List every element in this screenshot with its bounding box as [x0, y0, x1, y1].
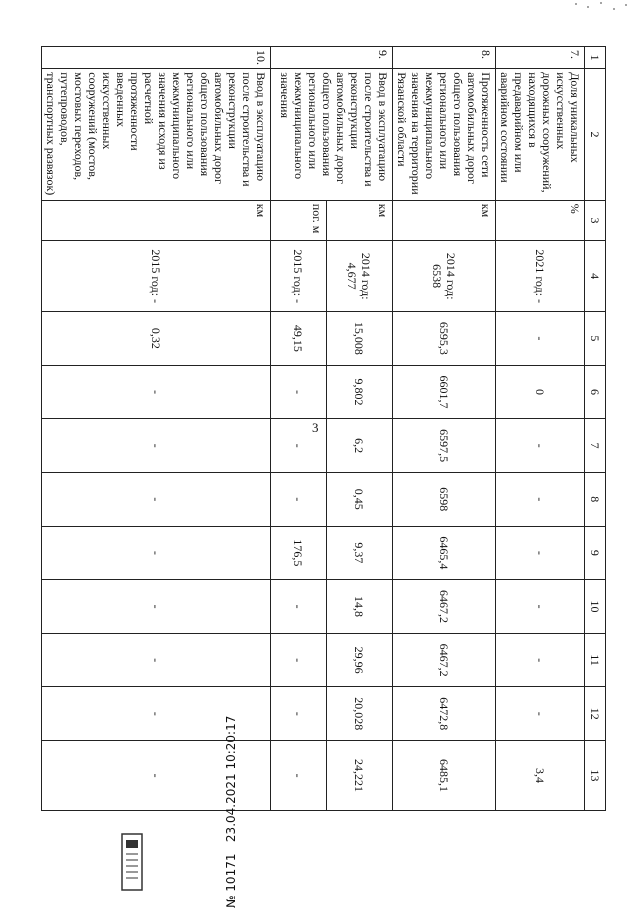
value-cell: - [271, 741, 327, 811]
col-header: 9 [585, 526, 606, 580]
value-cell: 0,45 [327, 472, 393, 526]
stamp-datetime: 23.04.2021 10:20:17 [224, 715, 238, 843]
value-cell: 0 [496, 365, 585, 419]
value-cell: 14,8 [327, 580, 393, 634]
value-cell: - [271, 687, 327, 741]
value-cell: 6595,3 [393, 312, 496, 366]
col-header: 8 [585, 472, 606, 526]
row-number: 8. [393, 47, 496, 69]
base-value-cell: 2015 год: - [271, 241, 327, 312]
col-header: 10 [585, 580, 606, 634]
base-value-cell: 2021 год: - [496, 241, 585, 312]
col-header: 3 [585, 200, 606, 240]
table-row [496, 47, 585, 811]
col-header: 4 [585, 241, 606, 312]
value-cell: 6467,2 [393, 633, 496, 687]
value-cell: - [271, 365, 327, 419]
base-value-cell: 2015 год: - [42, 241, 271, 312]
base-value-cell: 2014 год: 4,677 [327, 241, 393, 312]
value-cell: 6597,5 [393, 419, 496, 473]
table-row [393, 47, 496, 811]
row-number: 9. [271, 47, 393, 69]
row-number: 7. [496, 47, 585, 69]
table-row [327, 47, 393, 811]
value-cell: - [271, 419, 327, 473]
col-header: 6 [585, 365, 606, 419]
value-cell: 49,15 [271, 312, 327, 366]
value-cell: 6485,1 [393, 741, 496, 811]
value-cell: - [496, 526, 585, 580]
value-cell: - [496, 580, 585, 634]
value-cell: 6,2 [327, 419, 393, 473]
value-cell: 176,5 [271, 526, 327, 580]
value-cell: - [496, 472, 585, 526]
value-cell: - [42, 580, 271, 634]
col-header: 1 [585, 47, 606, 69]
official-stamp-icon [120, 832, 144, 892]
value-cell: 6598 [393, 472, 496, 526]
value-cell: - [42, 526, 271, 580]
stamp-text [224, 622, 238, 908]
value-cell: 15,008 [327, 312, 393, 366]
col-header: 7 [585, 419, 606, 473]
value-cell: - [271, 633, 327, 687]
value-cell: - [42, 472, 271, 526]
col-header: 12 [585, 687, 606, 741]
value-cell: - [271, 472, 327, 526]
unit-cell: км [327, 200, 393, 240]
value-cell: - [496, 687, 585, 741]
indicator-name: Доля уникальных искусственных дорожных сооружений, находящихся в предаварийном или аварийном состоянии [496, 69, 585, 201]
row-number: 10. [42, 47, 271, 69]
value-cell: 3,4 [496, 741, 585, 811]
value-cell: 20,028 [327, 687, 393, 741]
unit-cell: пог. м [271, 200, 327, 240]
value-cell: - [496, 312, 585, 366]
value-cell: - [42, 419, 271, 473]
col-header: 2 [585, 69, 606, 201]
unit-cell: км [42, 200, 271, 240]
value-cell: 24,221 [327, 741, 393, 811]
col-header: 11 [585, 633, 606, 687]
page-number: 3 [312, 420, 319, 435]
indicator-name: Протяженность сети автомобильных дорог общего пользования регионального или межмуниципального значения на территории Рязанской области [393, 69, 496, 201]
doc-number: № 10171 [224, 853, 238, 908]
header-row [585, 47, 606, 811]
value-cell: 9,802 [327, 365, 393, 419]
value-cell: 29,96 [327, 633, 393, 687]
value-cell: 6465,4 [393, 526, 496, 580]
value-cell: 6601,7 [393, 365, 496, 419]
unit-cell: % [496, 200, 585, 240]
value-cell: - [271, 580, 327, 634]
value-cell: - [42, 633, 271, 687]
value-cell: 6472,8 [393, 687, 496, 741]
unit-cell: км [393, 200, 496, 240]
value-cell: - [42, 365, 271, 419]
value-cell: 0,32 [42, 312, 271, 366]
col-header: 13 [585, 741, 606, 811]
value-cell: - [496, 419, 585, 473]
scan-artifact [566, 0, 636, 16]
value-cell: 6467,2 [393, 580, 496, 634]
value-cell: - [496, 633, 585, 687]
indicator-name: Ввод в эксплуатацию после строительства и реконструкции автомобильных дорог общего пользования регионального или межмуниципального значения [271, 69, 393, 201]
indicator-name: Ввод в эксплуатацию после строительства и реконструкции автомобильных дорог общего пользования регионального или межмуниципального значения исходя из расчетной протяженности введенных искусственных сооружений (мостов, мостовых переходов, путепроводов, транспортных развязок) [42, 69, 271, 201]
value-cell: - [42, 687, 271, 741]
base-value-cell: 2014 год: 6538 [393, 241, 496, 312]
value-cell: - [42, 741, 271, 811]
value-cell: 9,37 [327, 526, 393, 580]
col-header: 5 [585, 312, 606, 366]
